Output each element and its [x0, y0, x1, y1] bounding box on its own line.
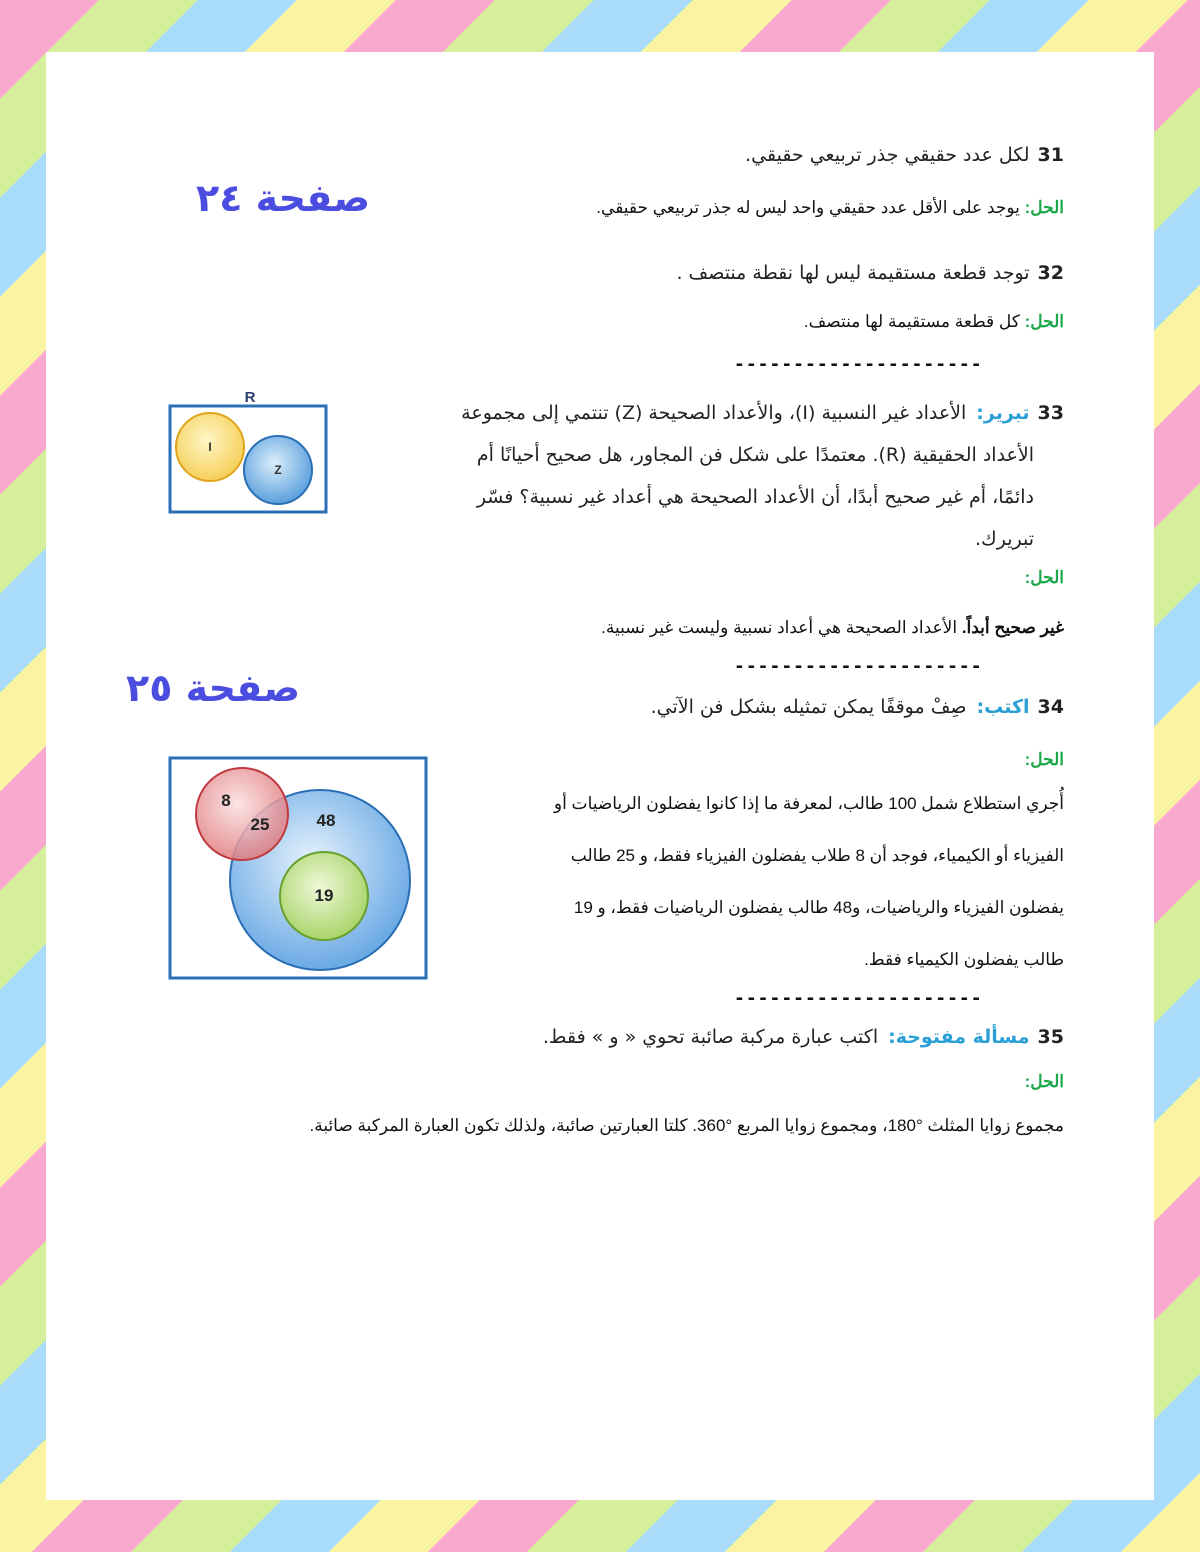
question-keyword: تبرير:	[976, 402, 1030, 424]
venn-value-only-math: 48	[316, 811, 336, 830]
venn-diagram-33	[164, 386, 334, 516]
question-31	[264, 144, 1064, 166]
venn-diagram-34	[166, 754, 430, 982]
solution-34	[434, 778, 1064, 986]
solution-label: الحل:	[1024, 1072, 1064, 1091]
page-label-24: صفحة ٢٤	[196, 176, 371, 220]
question-text: لكل عدد حقيقي جذر تربيعي حقيقي.	[745, 144, 1030, 166]
question-keyword: مسألة مفتوحة:	[888, 1026, 1030, 1048]
solution-text: كل قطعة مستقيمة لها منتصف.	[803, 312, 1020, 331]
question-line-3: دائمًا، أم غير صحيح أبدًا، أن الأعداد الصحيحة هي أعداد غير نسبية؟ فسّر	[476, 486, 1034, 508]
solution-34-label	[1025, 750, 1064, 770]
solution-33-label	[1025, 568, 1064, 588]
separator: ---------------------	[734, 988, 983, 1009]
separator: ---------------------	[734, 354, 983, 375]
solution-text: الأعداد الصحيحة هي أعداد نسبية وليست غير نسبية.	[601, 618, 962, 637]
solution-label: الحل:	[1024, 568, 1064, 587]
venn-circle-physics	[196, 768, 288, 860]
question-33	[324, 392, 1064, 560]
question-32	[264, 262, 1064, 284]
question-text: اكتب عبارة مركبة صائبة تحوي « و » فقط.	[542, 1026, 879, 1048]
venn-value-physics-math: 25	[250, 815, 270, 834]
question-text: صِفْ موقفًا يمكن تمثيله بشكل فن الآتي.	[650, 696, 967, 718]
question-text: توجد قطعة مستقيمة ليس لها نقطة منتصف .	[676, 262, 1030, 284]
separator: ---------------------	[734, 656, 983, 677]
question-number: 35	[1037, 1026, 1064, 1048]
solution-33	[164, 618, 1064, 638]
question-line-2: الأعداد الحقيقية (R). معتمدًا على شكل فن المجاور، هل صحيح أحيانًا أم	[476, 444, 1034, 466]
solution-label: الحل:	[1024, 312, 1064, 331]
question-line-4: تبريرك.	[975, 528, 1034, 550]
question-number: 31	[1037, 144, 1064, 166]
solution-line-4: طالب يفضلون الكيمياء فقط.	[864, 950, 1064, 969]
solution-line-1: أُجري استطلاع شمل 100 طالب، لمعرفة ما إذا كانوا يفضلون الرياضيات أو	[553, 794, 1064, 813]
question-35	[264, 1026, 1064, 1048]
solution-35: مجموع زوايا المثلث °180، ومجموع زوايا المربع °360. كلتا العبارتين صائبة، ولذلك تكون العبارة المركبة صائبة.	[309, 1116, 1064, 1135]
solution-label: الحل:	[1024, 750, 1064, 769]
venn-set-z-label: Z	[274, 463, 282, 477]
question-number: 34	[1037, 696, 1064, 718]
venn-value-chemistry: 19	[314, 886, 334, 905]
solution-32	[364, 312, 1064, 332]
page-label-25: صفحة ٢٥	[126, 666, 301, 710]
venn-universe-label: R	[244, 389, 256, 406]
venn-set-i-label: I	[208, 440, 212, 454]
question-34	[264, 696, 1064, 718]
venn-value-only-physics: 8	[221, 791, 231, 810]
solution-line-2: الفيزياء أو الكيمياء، فوجد أن 8 طلاب يفضلون الفيزياء فقط، و 25 طالب	[570, 846, 1064, 865]
question-keyword: اكتب:	[976, 696, 1030, 718]
worksheet-page	[46, 52, 1154, 1500]
question-number: 33	[1037, 402, 1064, 424]
question-number: 32	[1037, 262, 1064, 284]
solution-label: الحل:	[1024, 198, 1064, 217]
solution-text: يوجد على الأقل عدد حقيقي واحد ليس له جذر تربيعي حقيقي.	[596, 198, 1020, 217]
solution-bold: غير صحيح أبداً.	[961, 618, 1064, 637]
solution-line-3: يفضلون الفيزياء والرياضيات، و48 طالب يفضلون الرياضيات فقط، و 19	[573, 898, 1064, 917]
solution-31	[364, 198, 1064, 218]
question-line-1: الأعداد غير النسبية (I)، والأعداد الصحيحة (Z) تنتمي إلى مجموعة	[461, 402, 967, 424]
solution-35-label	[1025, 1072, 1064, 1092]
